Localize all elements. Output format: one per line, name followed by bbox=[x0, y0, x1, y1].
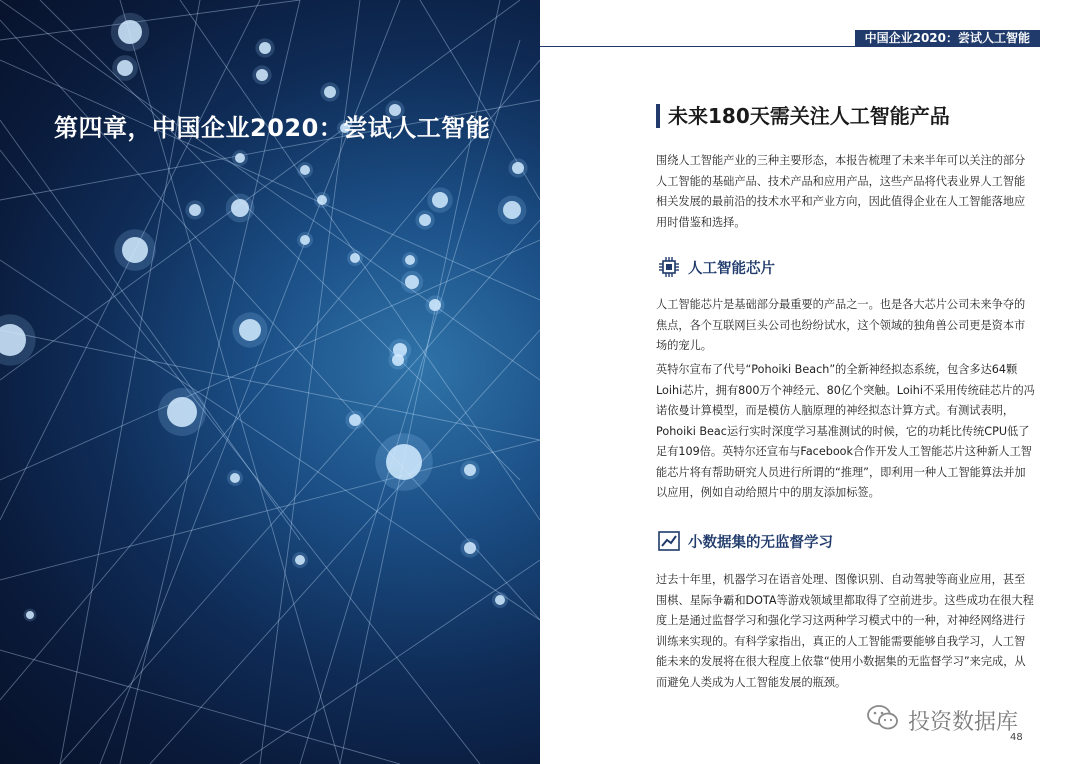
network-node bbox=[429, 299, 441, 311]
network-node bbox=[405, 255, 415, 265]
network-line bbox=[0, 650, 400, 764]
network-node bbox=[167, 397, 197, 427]
ai-chip-paragraph-1: 人工智能芯片是基础部分最重要的产品之一。也是各大芯片公司未来争夺的焦点，各个互联网巨头公司也纷纷试水，这个领域的独角兽公司更是资本市场的宠儿。 bbox=[656, 298, 1026, 352]
ai-chip-heading bbox=[658, 256, 775, 278]
network-line bbox=[0, 240, 540, 480]
network-line bbox=[40, 0, 520, 480]
chip-icon bbox=[658, 256, 680, 278]
network-node bbox=[122, 237, 148, 263]
network-node bbox=[324, 86, 336, 98]
ai-chip-paragraph-2: 英特尔宣布了代号“Pohoiki Beach”的全新神经拟态系统，包含多达64颗Loihi芯片，拥有800万个神经元、80亿个突触。Loihi不采用传统硅芯片的冯诺依曼计算模型，而是模仿人脑原理的神经拟态计算方式。有测试表明，Pohoiki Beac运行实时深度学习基准测试的时候，它的功耗比传统CPU低了足有109倍。英特尔还宣布与Facebook合作开发人工智能芯片这种新人工智能芯片将有帮助研究人员进行所谓的“推理”，即利用一种人工智能算法并加以应用，例如自动给照片中的朋友添加标签。 bbox=[656, 363, 1035, 499]
wechat-watermark bbox=[866, 704, 1018, 736]
network-node bbox=[300, 165, 310, 175]
page-number: 48 bbox=[1010, 732, 1023, 743]
network-node bbox=[350, 253, 360, 263]
network-node bbox=[464, 464, 476, 476]
watermark-text: 投资数据库 bbox=[908, 709, 1019, 735]
network-node bbox=[239, 319, 261, 341]
network-line bbox=[0, 60, 540, 300]
network-node bbox=[386, 444, 422, 480]
network-node bbox=[189, 204, 201, 216]
network-node bbox=[230, 473, 240, 483]
section-title: 未来180天需关注人工智能产品 bbox=[656, 104, 950, 128]
ai-chip-heading-label: 人工智能芯片 bbox=[688, 260, 775, 277]
network-line bbox=[150, 330, 540, 764]
trend-chart-icon bbox=[658, 530, 680, 552]
network-node bbox=[117, 60, 133, 76]
network-line bbox=[0, 440, 540, 580]
network-line bbox=[0, 330, 540, 440]
network-node bbox=[300, 235, 310, 245]
network-node bbox=[259, 42, 271, 54]
network-line bbox=[0, 0, 540, 380]
network-node bbox=[405, 275, 419, 289]
network-node bbox=[256, 69, 268, 81]
network-node bbox=[349, 414, 361, 426]
network-node bbox=[317, 195, 327, 205]
unsupervised-heading bbox=[658, 530, 833, 552]
network-node bbox=[503, 201, 521, 219]
network-node bbox=[512, 162, 524, 174]
content-page bbox=[540, 0, 1080, 764]
network-node bbox=[235, 153, 245, 163]
network-node bbox=[392, 354, 404, 366]
network-line bbox=[0, 0, 300, 40]
network-line bbox=[240, 560, 540, 764]
intro-paragraph: 围绕人工智能产业的三种主要形态，本报告梳理了未来半年可以关注的部分人工智能的基础产品、技术产品和应用产品，这些产品将代表业界人工智能相关发展的最前沿的技术水平和产业方向，因此值得企业在人工智能落地应用时借鉴和选择。 bbox=[656, 154, 1026, 229]
chapter-title: 第四章，中国企业2020：尝试人工智能 bbox=[54, 114, 491, 142]
network-node bbox=[464, 542, 476, 554]
network-node bbox=[26, 611, 34, 619]
network-line bbox=[300, 40, 520, 764]
network-node bbox=[295, 555, 305, 565]
network-line bbox=[0, 60, 540, 700]
network-node bbox=[118, 20, 142, 44]
network-line bbox=[0, 260, 540, 620]
running-header: 中国企业2020：尝试人工智能 bbox=[855, 30, 1040, 47]
unsupervised-heading-label: 小数据集的无监督学习 bbox=[688, 534, 833, 551]
network-node bbox=[231, 199, 249, 217]
network-node bbox=[432, 192, 448, 208]
wechat-icon bbox=[866, 704, 900, 736]
network-node bbox=[419, 214, 431, 226]
network-node bbox=[495, 595, 505, 605]
unsupervised-paragraph: 过去十年里，机器学习在语音处理、图像识别、自动驾驶等商业应用，甚至围棋、星际争霸和DOTA等游戏领域里都取得了空前进步。这些成功在很大程度上是通过监督学习和强化学习这两种学习模式中的一种，对神经网络进行训练来实现的。有科学家指出，真正的人工智能需要能够自我学习，人工智能未来的发展将在很大程度上依靠“使用小数据集的无监督学习”来完成，从而避免人类成为人工智能发展的瓶颈。 bbox=[656, 573, 1034, 689]
